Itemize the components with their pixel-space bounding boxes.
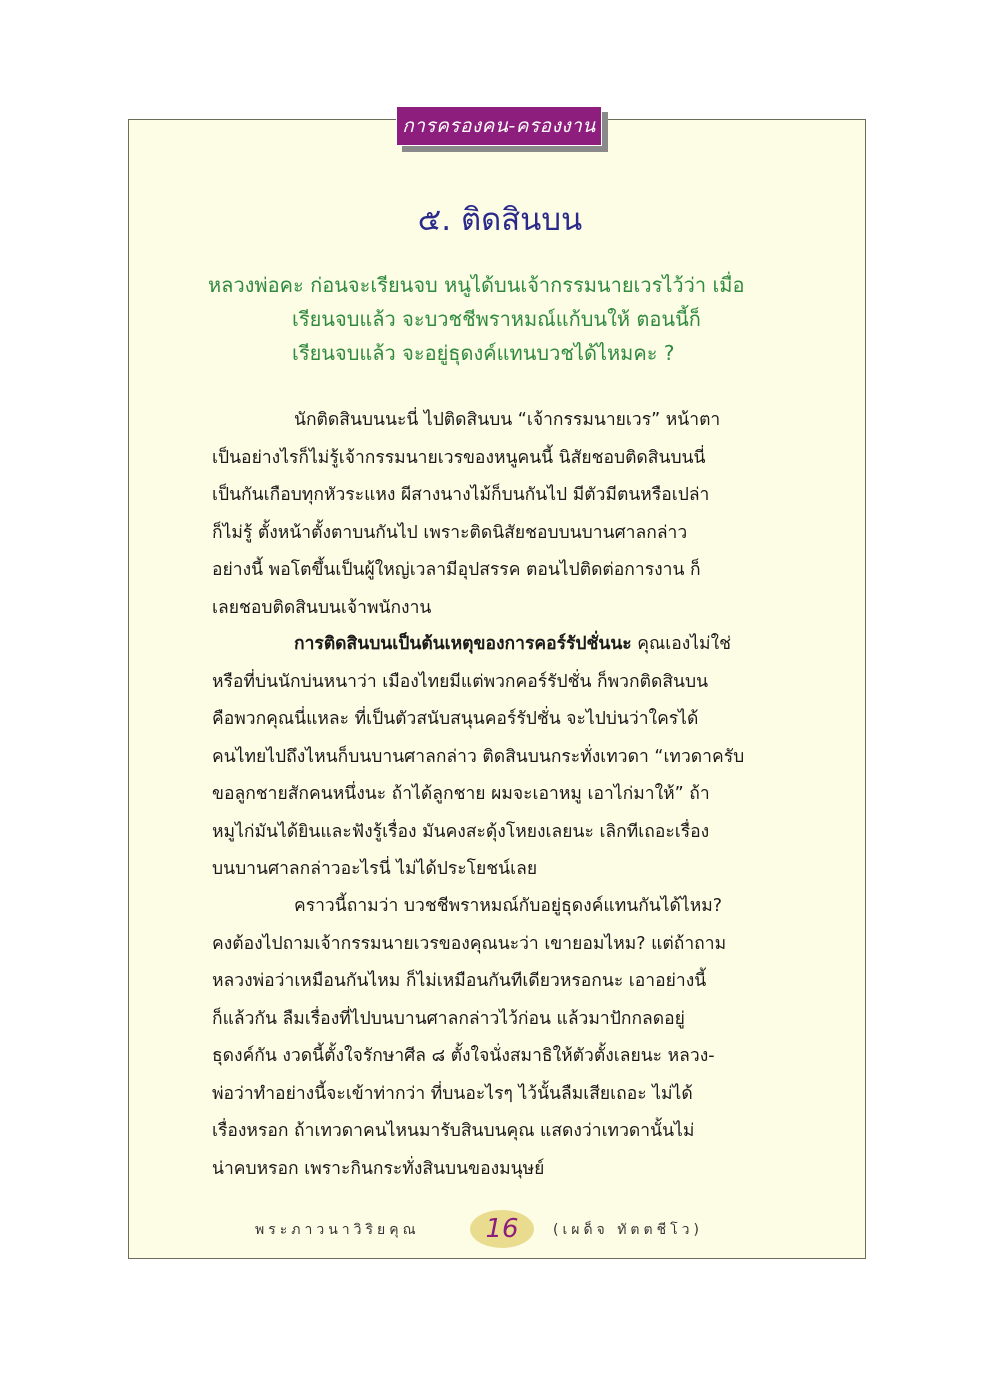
text-line: คือพวกคุณนี่แหละ ที่เป็นตัวสนับสนุนคอร์รัปชั่น จะไปบ่นว่าใครได้ bbox=[212, 709, 699, 729]
text-line: เป็นอย่างไรก็ไม่รู้เจ้ากรรมนายเวรของหนูคนนี้ นิสัยชอบติดสินบนนี่ bbox=[212, 447, 706, 468]
question-block bbox=[208, 268, 808, 370]
text-line: เป็นกันเกือบทุกหัวระแหง ผีสางนางไม้ก็บนกันไป มีตัวมีตนหรือเปล่า bbox=[212, 485, 710, 505]
section-header-tab: การครองคน-ครองงาน bbox=[396, 106, 602, 146]
paragraph-1 bbox=[212, 402, 794, 627]
text-line: ขอลูกชายสักคนหนึ่งนะ ถ้าได้ลูกชาย ผมจะเอาหมู เอาไก่มาให้” ถ้า bbox=[212, 784, 710, 804]
text-line: เรื่องหรอก ถ้าเทวดาคนไหนมารับสินบนคุณ แสดงว่าเทวดานั้นไม่ bbox=[212, 1121, 695, 1141]
text-line: บนบานศาลกล่าวอะไรนี่ ไม่ได้ประโยชน์เลย bbox=[212, 859, 538, 879]
text-line: คนไทยไปถึงไหนก็บนบานศาลกล่าว ติดสินบนกระทั่งเทวดา “เทวดาครับ bbox=[212, 746, 745, 767]
text-line: หมูไก่มันได้ยินและฟังรู้เรื่อง มันคงสะดุ้งโหยงเลยนะ เลิกทีเถอะเรื่อง bbox=[212, 821, 710, 842]
chapter-title: ๕. ติดสินบน bbox=[417, 202, 583, 238]
lead-rest: คุณเองไม่ใช่ bbox=[631, 634, 732, 654]
paragraph-3 bbox=[212, 888, 794, 1188]
question-line: เรียนจบแล้ว จะอยู่ธุดงค์แทนบวชได้ไหมคะ ? bbox=[292, 341, 675, 365]
footer-author: พระภาวนาวิริยคุณ bbox=[255, 1222, 420, 1238]
text-line: คงต้องไปถามเจ้ากรรมนายเวรของคุณนะว่า เขายอมไหม? แต่ถ้าถาม bbox=[212, 933, 727, 954]
text-line: ธุดงค์กัน งวดนี้ตั้งใจรักษาศีล ๘ ตั้งใจนั่งสมาธิให้ตัวตั้งเลยนะ หลวง- bbox=[212, 1046, 715, 1066]
text-line: เลยชอบติดสินบนเจ้าพนักงาน bbox=[212, 597, 432, 618]
text-line: ก็ไม่รู้ ตั้งหน้าตั้งตาบนกันไป เพราะติดนิสัยชอบบนบานศาลกล่าว bbox=[212, 522, 688, 543]
bold-lead: การติดสินบนเป็นต้นเหตุของการคอร์รัปชั่นนะ bbox=[294, 634, 632, 654]
page-number-badge: 16 bbox=[470, 1210, 534, 1248]
text-line: คราวนี้ถามว่า บวชชีพราหมณ์กับอยู่ธุดงค์แทนกันได้ไหม? bbox=[294, 896, 723, 916]
text-line: นักติดสินบนนะนี่ ไปติดสินบน “เจ้ากรรมนายเวร” หน้าตา bbox=[294, 410, 721, 430]
text-line: พ่อว่าทำอย่างนี้จะเข้าท่ากว่า ที่บนอะไรๆ ไว้นั้นลืมเสียเถอะ ไม่ได้ bbox=[212, 1083, 693, 1104]
text-line: น่าคบหรอก เพราะกินกระทั่งสินบนของมนุษย์ bbox=[212, 1158, 545, 1179]
text-line: หรือที่บ่นนักบ่นหนาว่า เมืองไทยมีแต่พวกคอร์รัปชั่น ก็พวกติดสินบน bbox=[212, 671, 709, 692]
question-line: หลวงพ่อคะ ก่อนจะเรียนจบ หนูได้บนเจ้ากรรมนายเวรไว้ว่า เมื่อ bbox=[208, 273, 745, 297]
text-line bbox=[212, 626, 794, 664]
paragraph-2 bbox=[212, 626, 794, 889]
text-line: อย่างนี้ พอโตขึ้นเป็นผู้ใหญ่เวลามีอุปสรรค ตอนไปติดต่อการงาน ก็ bbox=[212, 560, 701, 580]
text-line: หลวงพ่อว่าเหมือนกันไหม ก็ไม่เหมือนกันทีเดียวหรอกนะ เอาอย่างนี้ bbox=[212, 971, 707, 991]
footer-author-name: (เผด็จ ทัตตชีโว) bbox=[553, 1222, 703, 1238]
text-line: ก็แล้วกัน ลืมเรื่องที่ไปบนบานศาลกล่าวไว้ก่อน แล้วมาปักกลดอยู่ bbox=[212, 1008, 685, 1029]
question-line: เรียนจบแล้ว จะบวชชีพราหมณ์แก้บนให้ ตอนนี้ก็ bbox=[292, 307, 701, 331]
